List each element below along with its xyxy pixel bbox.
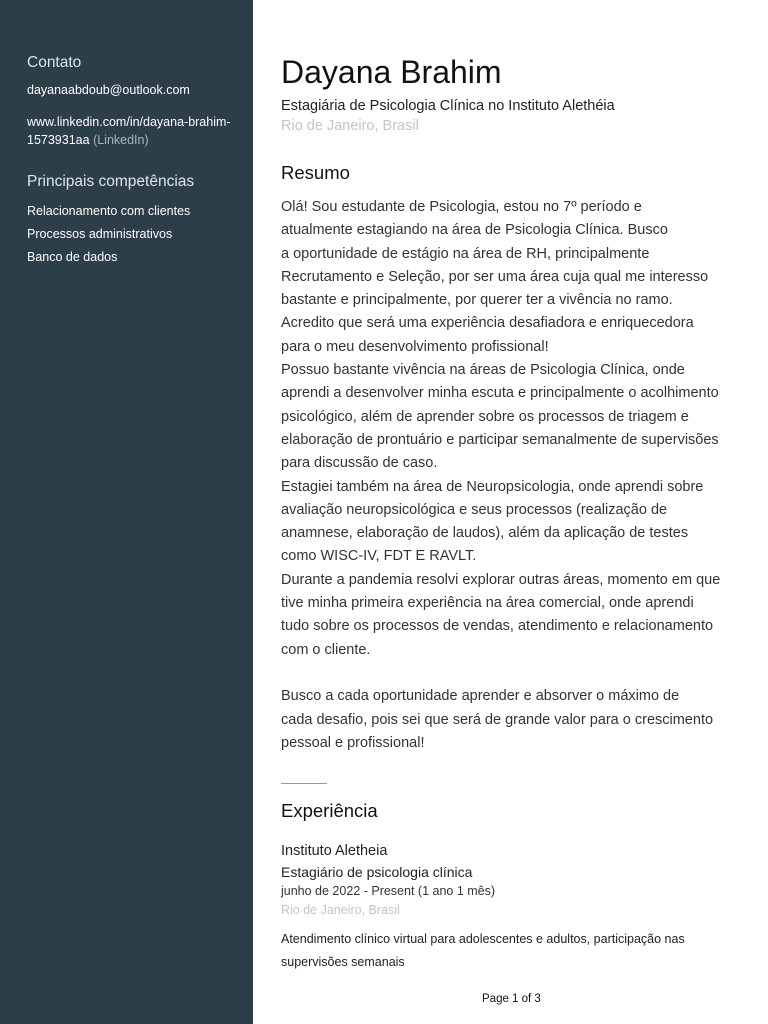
summary-line: cada desafio, pois sei que será de grande valor para o crescimento	[281, 711, 714, 728]
skills-heading: Principais competências	[27, 173, 195, 190]
job-company: Instituto Aletheia	[281, 843, 388, 859]
summary-line: anamnese, elaboração de laudos), além da aplicação de testes	[281, 525, 689, 542]
linkedin-suffix: (LinkedIn)	[93, 133, 149, 147]
profile-location: Rio de Janeiro, Brasil	[281, 118, 419, 134]
email-link[interactable]: dayanaabdoub@outlook.com	[27, 83, 190, 97]
summary-line: Possuo bastante vivência na áreas de Psicologia Clínica, onde	[281, 362, 685, 379]
experience-heading: Experiência	[281, 800, 378, 821]
skill-item: Processos administrativos	[27, 227, 173, 241]
skills-list	[27, 200, 233, 269]
section-divider	[281, 783, 327, 784]
skill-item: Relacionamento com clientes	[27, 204, 191, 218]
contact-heading: Contato	[27, 54, 82, 71]
summary-line: elaboração de prontuário e participar semanalmente de supervisões	[281, 431, 719, 448]
job-description	[281, 928, 741, 974]
summary-line: psicológico, além de aprender sobre os processos de triagem e	[281, 408, 689, 425]
summary-line: para o meu desenvolvimento profissional!	[281, 338, 549, 355]
summary-line: avaliação neuropsicológica e seus processos (realização de	[281, 501, 668, 518]
job-description-line: supervisões semanais	[281, 955, 405, 969]
summary-line: Olá! Sou estudante de Psicologia, estou no 7º período e	[281, 199, 642, 215]
summary-line: Busco a cada oportunidade aprender e absorver o máximo de	[281, 688, 680, 705]
summary-line: Durante a pandemia resolvi explorar outras áreas, momento em que	[281, 571, 721, 588]
summary-line: como WISC-IV, FDT E RAVLT.	[281, 548, 477, 565]
job-description-line: Atendimento clínico virtual para adolescentes e adultos, participação nas	[281, 932, 685, 946]
summary-line: para discussão de caso.	[281, 455, 438, 472]
summary-line: aprendi a desenvolver minha escuta e principalmente o acolhimento	[281, 385, 719, 402]
summary-line: pessoal e profissional!	[281, 734, 425, 751]
summary-line	[281, 662, 743, 685]
summary-text	[281, 196, 743, 755]
skills-section	[27, 173, 233, 269]
summary-line: tive minha primeira experiência na área comercial, onde aprendi	[281, 595, 694, 612]
linkedin-url[interactable]: www.linkedin.com/in/dayana-brahim-1573931aa	[27, 115, 231, 147]
summary-line: bastante e principalmente, por querer ter a vivência no ramo.	[281, 292, 673, 309]
job-title: Estagiário de psicologia clínica	[281, 864, 473, 880]
profile-name: Dayana Brahim	[281, 54, 502, 90]
summary-line: Estagiei também na área de Neuropsicologia, onde aprendi sobre	[281, 478, 704, 495]
summary-line: a oportunidade de estágio na área de RH, principalmente	[281, 245, 650, 262]
job-dates: junho de 2022 - Present (1 ano 1 mês)	[281, 884, 496, 898]
summary-heading: Resumo	[281, 162, 350, 183]
summary-line: Acredito que será uma experiência desafiadora e enriquecedora	[281, 315, 694, 332]
page-number: Page 1 of 3	[482, 993, 541, 1005]
summary-line: atualmente estagiando na área de Psicologia Clínica. Busco	[281, 222, 668, 239]
sidebar	[0, 0, 253, 1024]
job-location: Rio de Janeiro, Brasil	[281, 903, 400, 917]
profile-headline: Estagiária de Psicologia Clínica no Instituto Alethéia	[281, 98, 615, 114]
summary-line: tudo sobre os processos de vendas, atendimento e relacionamento	[281, 618, 714, 635]
summary-line: com o cliente.	[281, 641, 371, 658]
summary-line: Recrutamento e Seleção, por ser uma área cuja qual me interesso	[281, 268, 709, 285]
skill-item: Banco de dados	[27, 250, 118, 264]
linkedin-link[interactable]	[27, 113, 233, 149]
